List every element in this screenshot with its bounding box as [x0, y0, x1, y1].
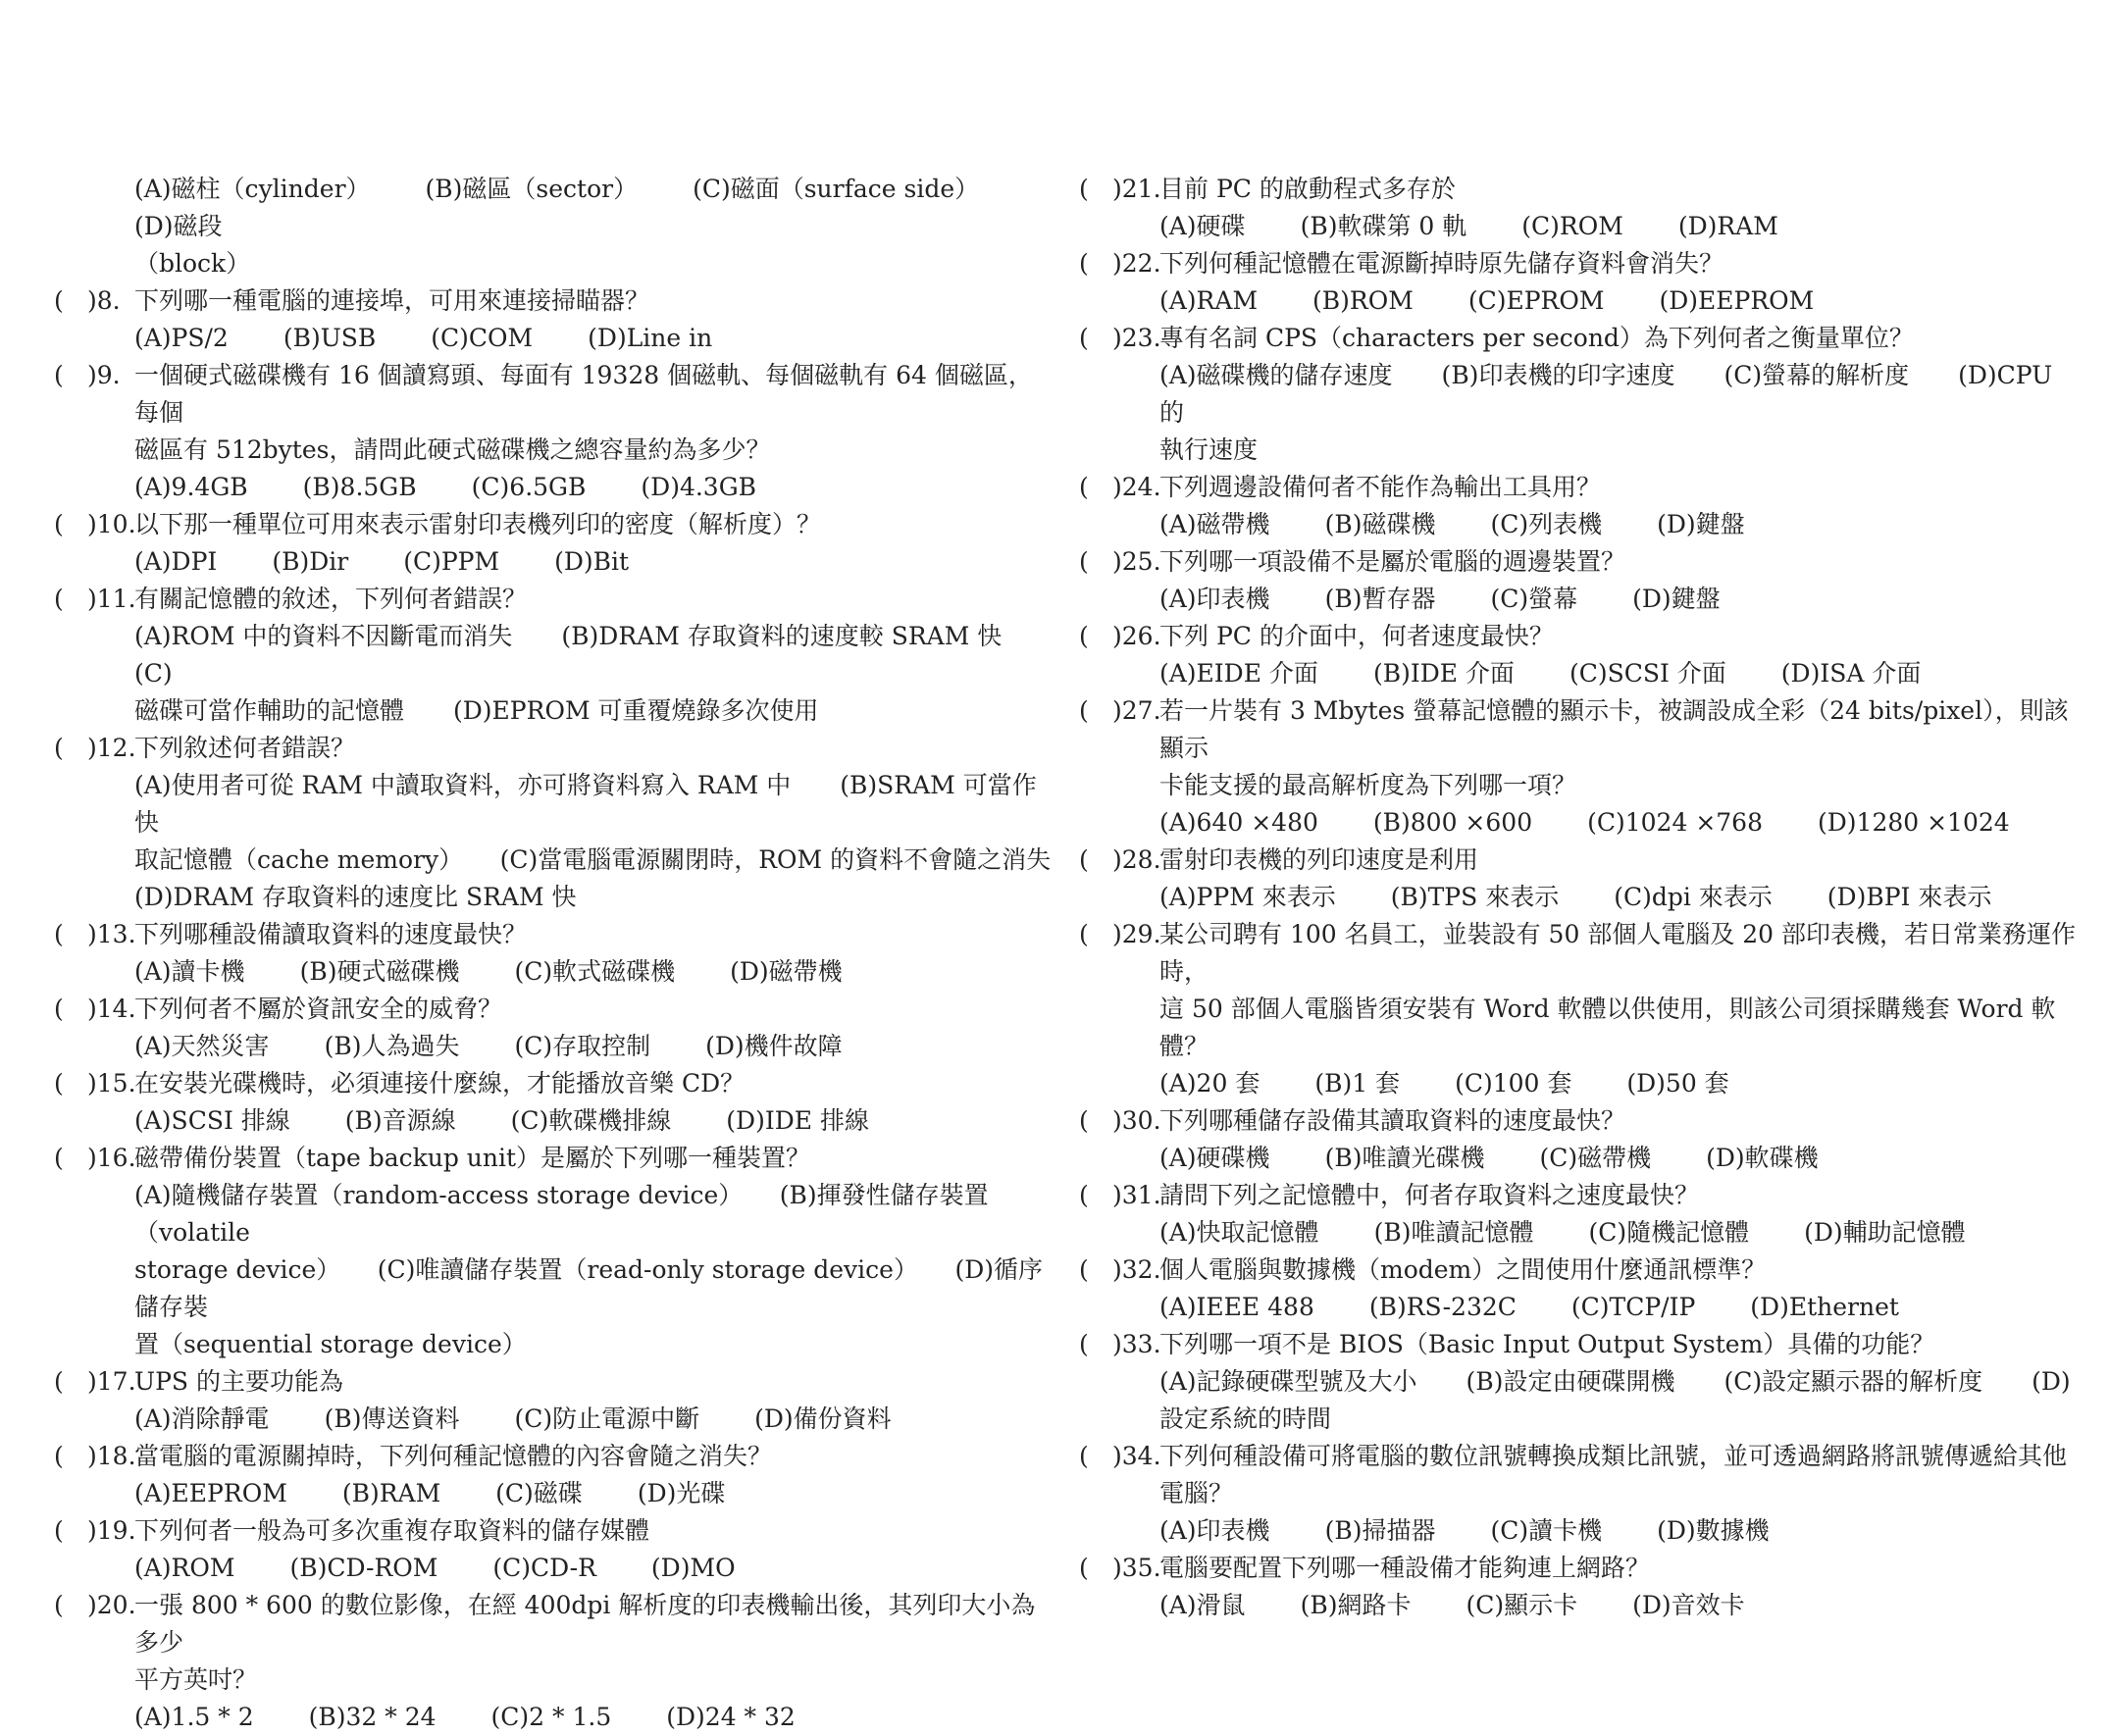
right-column [1079, 171, 2080, 1624]
option: (A)硬碟機 [1159, 1144, 1270, 1172]
option: (D)鍵盤 [1657, 510, 1745, 538]
question-stem: 請問下列之記憶體中，何者存取資料之速度最快？ [1159, 1181, 1700, 1209]
option: (C)CD-R [492, 1554, 596, 1582]
option: (B)CD-ROM [289, 1554, 438, 1582]
question-number: )22. [1112, 249, 1161, 278]
right-question-list [1079, 171, 2080, 1624]
question-item [1079, 1550, 2080, 1624]
options-row [134, 1699, 1054, 1736]
options-row [134, 543, 1054, 581]
question-number: )25. [1112, 547, 1161, 576]
option: (C)100 套 [1455, 1069, 1572, 1098]
options-row [134, 953, 1054, 991]
question-stem: 目前 PC 的啟動程式多存於 [1159, 175, 1456, 203]
question-item [1079, 1438, 2080, 1550]
option: (B)傳送資料 [324, 1404, 460, 1433]
answer-blank: ( [54, 995, 64, 1023]
option: (C)COM [431, 324, 534, 352]
option: (B)暫存器 [1324, 585, 1436, 613]
answer-blank: ( [54, 1069, 64, 1098]
option: (B)掃描器 [1324, 1516, 1436, 1545]
option: (A)EIDE 介面 [1159, 659, 1318, 688]
option: (A)快取記憶體 [1159, 1218, 1319, 1247]
question-number: )21. [1112, 175, 1161, 203]
options-line: (A)記錄硬碟型號及大小 (B)設定由硬碟開機 (C)設定顯示器的解析度 (D) [1159, 1367, 2071, 1396]
option: (A)硬碟 [1159, 212, 1246, 240]
answer-blank: ( [54, 510, 64, 538]
option: (A)1.5 * 2 [134, 1703, 254, 1731]
option: (D)Ethernet [1750, 1293, 1899, 1321]
answer-blank: ( [1079, 547, 1089, 576]
option: (C)dpi 來表示 [1614, 883, 1773, 911]
question-item [54, 991, 1054, 1065]
question-stem: 某公司聘有 100 名員工，並裝設有 50 部個人電腦及 20 部印表機，若日常業務運作時， [1159, 920, 2077, 986]
continuation-wrap: （block） [134, 249, 251, 278]
question-stem: 下列哪種儲存設備其讀取資料的速度最快？ [1159, 1106, 1626, 1135]
option: (A)讀卡機 [134, 957, 245, 986]
question-number: )26. [1112, 622, 1161, 650]
option: (B)RAM [341, 1479, 441, 1507]
question-item [54, 357, 1054, 506]
question-number: )31. [1112, 1181, 1161, 1209]
options-line: 置（sequential storage device） [134, 1330, 527, 1358]
option: (C)SCSI 介面 [1569, 659, 1726, 688]
question-item [1079, 469, 2080, 543]
question-number: )12. [87, 734, 136, 762]
options-line: storage device） (C)唯讀儲存裝置（read-only storage device） (D)循序儲存裝 [134, 1255, 1043, 1321]
option: (A)印表機 [1159, 585, 1270, 613]
question-stem: 下列 PC 的介面中，何者速度最快？ [1159, 622, 1554, 650]
option: (C)TCP/IP [1570, 1293, 1696, 1321]
options-row [134, 320, 1054, 357]
options-line: (A)使用者可從 RAM 中讀取資料，亦可將資料寫入 RAM 中 (B)SRAM 可當作快 [134, 771, 1037, 837]
option: (D)機件故障 [705, 1032, 843, 1060]
answer-blank: ( [1079, 1330, 1089, 1358]
option: (A)滑鼠 [1159, 1591, 1246, 1619]
question-item [54, 730, 1054, 916]
answer-blank: ( [1079, 175, 1089, 203]
answer-blank: ( [54, 361, 64, 389]
option: (A)天然災害 [134, 1032, 270, 1060]
question-item [54, 1512, 1054, 1587]
question-stem: 一張 800 * 600 的數位影像，在經 400dpi 解析度的印表機輸出後，其列印大小為多少 [134, 1591, 1036, 1657]
option: (B)Dir [272, 547, 349, 576]
question-item [1079, 1251, 2080, 1326]
options-row [1159, 282, 2080, 320]
option: (B)TPS 來表示 [1390, 883, 1560, 911]
question-item [1079, 1102, 2080, 1177]
answer-blank: ( [1079, 1255, 1089, 1284]
answer-blank: ( [1079, 1442, 1089, 1470]
answer-blank: ( [54, 286, 64, 315]
question-number: )9. [87, 361, 121, 389]
question-stem: 下列哪一種電腦的連接埠，可用來連接掃瞄器？ [134, 286, 650, 315]
answer-blank: ( [54, 1144, 64, 1172]
question-stem: 以下那一種單位可用來表示雷射印表機列印的密度（解析度）？ [134, 510, 822, 538]
option: (C)讀卡機 [1490, 1516, 1603, 1545]
continuation-options-line [134, 171, 1054, 245]
option: (B)1 套 [1314, 1069, 1401, 1098]
options-row [134, 1102, 1054, 1140]
option: (D)EEPROM [1659, 286, 1815, 315]
option: (A)640 ×480 [1159, 808, 1318, 837]
question-stem: 一個硬式磁碟機有 16 個讀寫頭、每面有 19328 個磁軌、每個磁軌有 64 個磁區，每個 [134, 361, 1033, 427]
question-number: )8. [87, 286, 121, 315]
option: (B)人為過失 [324, 1032, 460, 1060]
option: (C)6.5GB [471, 473, 587, 501]
option: (D)RAM [1677, 212, 1778, 240]
option: (A)20 套 [1159, 1069, 1260, 1098]
option: (C)PPM [403, 547, 500, 576]
answer-blank: ( [1079, 622, 1089, 650]
option: (A)磁柱（cylinder） [134, 175, 371, 203]
question-stem: 有關記憶體的敘述，下列何者錯誤？ [134, 585, 528, 613]
option: (B)硬式磁碟機 [299, 957, 460, 986]
answer-blank: ( [1079, 1554, 1089, 1582]
answer-blank: ( [54, 1516, 64, 1545]
answer-blank: ( [54, 920, 64, 948]
options-line: 取記憶體（cache memory） (C)當電腦電源關閉時，ROM 的資料不會隨之消失 [134, 845, 1052, 874]
option: (D)24 * 32 [666, 1703, 796, 1731]
option: (D)4.3GB [641, 473, 757, 501]
question-stem: 電腦要配置下列哪一種設備才能夠連上網路？ [1159, 1554, 1651, 1582]
answer-blank: ( [1079, 920, 1089, 948]
question-number: )33. [1112, 1330, 1161, 1358]
question-item [1079, 1177, 2080, 1251]
question-number: )30. [1112, 1106, 1161, 1135]
question-stem: 平方英吋？ [134, 1665, 258, 1694]
option: (A)IEEE 488 [1159, 1293, 1314, 1321]
option: (C)軟碟機排線 [510, 1106, 672, 1135]
question-item [1079, 692, 2080, 842]
option: (C)磁碟 [495, 1479, 583, 1507]
option: (D)Bit [554, 547, 630, 576]
options-row [134, 1028, 1054, 1065]
option: (C)存取控制 [514, 1032, 651, 1060]
options-line: 執行速度 [1159, 435, 1259, 464]
question-stem: 下列週邊設備何者不能作為輸出工具用？ [1159, 473, 1602, 501]
answer-blank: ( [54, 1367, 64, 1396]
question-stem: 個人電腦與數據機（modem）之間使用什麼通訊標準？ [1159, 1255, 1767, 1284]
question-stem: 下列何種記憶體在電源斷掉時原先儲存資料會消失？ [1159, 249, 1724, 278]
options-row [1159, 581, 2080, 618]
option: (B)USB [283, 324, 377, 352]
option: (D)輔助記憶體 [1804, 1218, 1966, 1247]
left-column [54, 171, 1054, 1736]
question-stem: 磁區有 512bytes，請問此硬式磁碟機之總容量約為多少？ [134, 435, 771, 464]
question-number: )34. [1112, 1442, 1161, 1470]
option: (D)鍵盤 [1632, 585, 1721, 613]
question-stem: 當電腦的電源關掉時，下列何種記憶體的內容會隨之消失？ [134, 1442, 773, 1470]
option: (D)磁段 [134, 212, 223, 240]
answer-blank: ( [54, 1591, 64, 1619]
question-number: )16. [87, 1144, 136, 1172]
options-line: (D)DRAM 存取資料的速度比 SRAM 快 [134, 883, 577, 911]
option: (C)顯示卡 [1466, 1591, 1578, 1619]
question-stem: 雷射印表機的列印速度是利用 [1159, 845, 1479, 874]
option: (A)DPI [134, 547, 218, 576]
option: (B)8.5GB [302, 473, 417, 501]
options-line: 設定系統的時間 [1159, 1404, 1332, 1433]
question-stem: 卡能支援的最高解析度為下列哪一項？ [1159, 771, 1577, 799]
option: (B)磁碟機 [1324, 510, 1436, 538]
options-row [1159, 208, 2080, 245]
option: (C)軟式磁碟機 [514, 957, 676, 986]
question-number: )13. [87, 920, 136, 948]
option: (D)磁帶機 [730, 957, 843, 986]
answer-blank: ( [54, 734, 64, 762]
question-number: )14. [87, 995, 136, 1023]
question-item [54, 1587, 1054, 1736]
answer-blank: ( [1079, 845, 1089, 874]
options-row [1159, 1065, 2080, 1102]
question-item [54, 1140, 1054, 1363]
option: (D)BPI 來表示 [1826, 883, 1992, 911]
option: (D)50 套 [1626, 1069, 1729, 1098]
question-stem: 磁帶備份裝置（tape backup unit）是屬於下列哪一種裝置？ [134, 1144, 811, 1172]
option: (D)1280 ×1024 [1817, 808, 2010, 837]
question-number: )24. [1112, 473, 1161, 501]
left-question-list [54, 282, 1054, 1736]
option: (D)數據機 [1657, 1516, 1770, 1545]
option: (A)SCSI 排線 [134, 1106, 290, 1135]
question-number: )18. [87, 1442, 136, 1470]
options-row [134, 1401, 1054, 1438]
answer-blank: ( [1079, 696, 1089, 725]
option: (B)32 * 24 [308, 1703, 437, 1731]
option: (A)ROM [134, 1554, 235, 1582]
options-line: (A)隨機儲存裝置（random-access storage device） (B)揮發性儲存裝置（volatile [134, 1181, 989, 1247]
options-row [1159, 655, 2080, 692]
options-row [134, 469, 1054, 506]
option: (D)IDE 排線 [726, 1106, 869, 1135]
option: (C)1024 ×768 [1587, 808, 1763, 837]
option: (D)Line in [588, 324, 713, 352]
option: (C)2 * 1.5 [490, 1703, 612, 1731]
option: (A)9.4GB [134, 473, 248, 501]
question-number: )29. [1112, 920, 1161, 948]
question-item [54, 581, 1054, 730]
options-line: 磁碟可當作輔助的記憶體 (D)EPROM 可重覆燒錄多次使用 [134, 696, 819, 725]
question-item [1079, 618, 2080, 692]
question-item [1079, 171, 2080, 245]
option: (A)消除靜電 [134, 1404, 270, 1433]
option: (B)唯讀光碟機 [1324, 1144, 1485, 1172]
question-number: )15. [87, 1069, 136, 1098]
option: (B)唯讀記憶體 [1373, 1218, 1534, 1247]
answer-blank: ( [1079, 1181, 1089, 1209]
options-row [1159, 1214, 2080, 1251]
option: (B)音源線 [344, 1106, 456, 1135]
option: (C)列表機 [1490, 510, 1603, 538]
option: (A)RAM [1159, 286, 1259, 315]
option: (B)ROM [1312, 286, 1414, 315]
option: (A)PS/2 [134, 324, 229, 352]
question-stem: 下列哪種設備讀取資料的速度最快？ [134, 920, 528, 948]
option: (C)磁面（surface side） [693, 175, 980, 203]
question-stem: 這 50 部個人電腦皆須安裝有 Word 軟體以供使用，則該公司須採購幾套 Word 軟體？ [1159, 995, 2056, 1060]
question-number: )28. [1112, 845, 1161, 874]
question-item [54, 1438, 1054, 1512]
option: (C)螢幕 [1490, 585, 1578, 613]
option: (C)磁帶機 [1539, 1144, 1652, 1172]
question-item [54, 282, 1054, 357]
option: (B)磁區（sector） [425, 175, 639, 203]
options-row [1159, 1289, 2080, 1326]
question-number: )20. [87, 1591, 136, 1619]
answer-blank: ( [1079, 324, 1089, 352]
answer-blank: ( [54, 1442, 64, 1470]
option: (B)軟碟第 0 軌 [1300, 212, 1467, 240]
option: (D)MO [650, 1554, 736, 1582]
answer-blank: ( [1079, 473, 1089, 501]
question-number: )35. [1112, 1554, 1161, 1582]
question-item [1079, 916, 2080, 1102]
question-number: )19. [87, 1516, 136, 1545]
continuation-options [134, 171, 1054, 282]
options-row [134, 1550, 1054, 1587]
answer-blank: ( [1079, 1106, 1089, 1135]
options-line: (A)ROM 中的資料不因斷電而消失 (B)DRAM 存取資料的速度較 SRAM 快 (C) [134, 622, 1052, 688]
option: (D)光碟 [637, 1479, 726, 1507]
question-item [1079, 543, 2080, 618]
options-row [134, 1475, 1054, 1512]
answer-blank: ( [1079, 249, 1089, 278]
question-item [54, 1363, 1054, 1438]
option: (D)音效卡 [1632, 1591, 1745, 1619]
option: (B)RS-232C [1368, 1293, 1517, 1321]
question-item [1079, 842, 2080, 916]
options-row [1159, 1140, 2080, 1177]
option: (C)EPROM [1467, 286, 1605, 315]
options-row [1159, 879, 2080, 916]
question-item [54, 1065, 1054, 1140]
question-stem: 若一片裝有 3 Mbytes 螢幕記憶體的顯示卡，被調設成全彩（24 bits/pixel），則該顯示 [1159, 696, 2069, 762]
option: (A)PPM 來表示 [1159, 883, 1336, 911]
question-number: )10. [87, 510, 136, 538]
option: (B)IDE 介面 [1372, 659, 1515, 688]
question-stem: 下列哪一項不是 BIOS（Basic Input Output System）具備的功能？ [1159, 1330, 1935, 1358]
question-item [1079, 1326, 2080, 1438]
question-number: )23. [1112, 324, 1161, 352]
option: (A)磁帶機 [1159, 510, 1270, 538]
options-row [1159, 804, 2080, 842]
option: (A)印表機 [1159, 1516, 1270, 1545]
option: (B)網路卡 [1300, 1591, 1412, 1619]
answer-blank: ( [54, 585, 64, 613]
question-stem: 下列何者一般為可多次重複存取資料的儲存媒體 [134, 1516, 650, 1545]
question-stem: 下列何者不屬於資訊安全的威脅？ [134, 995, 503, 1023]
option: (D)ISA 介面 [1780, 659, 1922, 688]
option: (C)防止電源中斷 [514, 1404, 700, 1433]
options-row [1159, 506, 2080, 543]
option: (A)EEPROM [134, 1479, 287, 1507]
option: (D)軟碟機 [1706, 1144, 1819, 1172]
option: (C)隨機記憶體 [1588, 1218, 1750, 1247]
question-item [54, 916, 1054, 991]
option: (B)800 ×600 [1372, 808, 1533, 837]
option: (C)ROM [1521, 212, 1623, 240]
question-stem: 下列敘述何者錯誤？ [134, 734, 356, 762]
question-number: )27. [1112, 696, 1161, 725]
question-item [1079, 245, 2080, 320]
question-stem: 下列何種設備可將電腦的數位訊號轉換成類比訊號，並可透過網路將訊號傳遞給其他 [1159, 1442, 2068, 1470]
question-stem: 專有名詞 CPS（characters per second）為下列何者之衡量單位？ [1159, 324, 1914, 352]
question-item [54, 506, 1054, 581]
question-stem: 電腦？ [1159, 1479, 1234, 1507]
options-line: (A)磁碟機的儲存速度 (B)印表機的印字速度 (C)螢幕的解析度 (D)CPU 的 [1159, 361, 2053, 427]
question-number: )17. [87, 1367, 136, 1396]
question-stem: 在安裝光碟機時，必須連接什麼線，才能播放音樂 CD？ [134, 1069, 746, 1098]
question-stem: UPS 的主要功能為 [134, 1367, 343, 1396]
options-row [1159, 1587, 2080, 1624]
options-row [1159, 1512, 2080, 1550]
question-stem: 下列哪一項設備不是屬於電腦的週邊裝置？ [1159, 547, 1626, 576]
option: (D)備份資料 [754, 1404, 892, 1433]
question-number: )11. [87, 585, 136, 613]
question-number: )32. [1112, 1255, 1161, 1284]
question-item [1079, 320, 2080, 469]
